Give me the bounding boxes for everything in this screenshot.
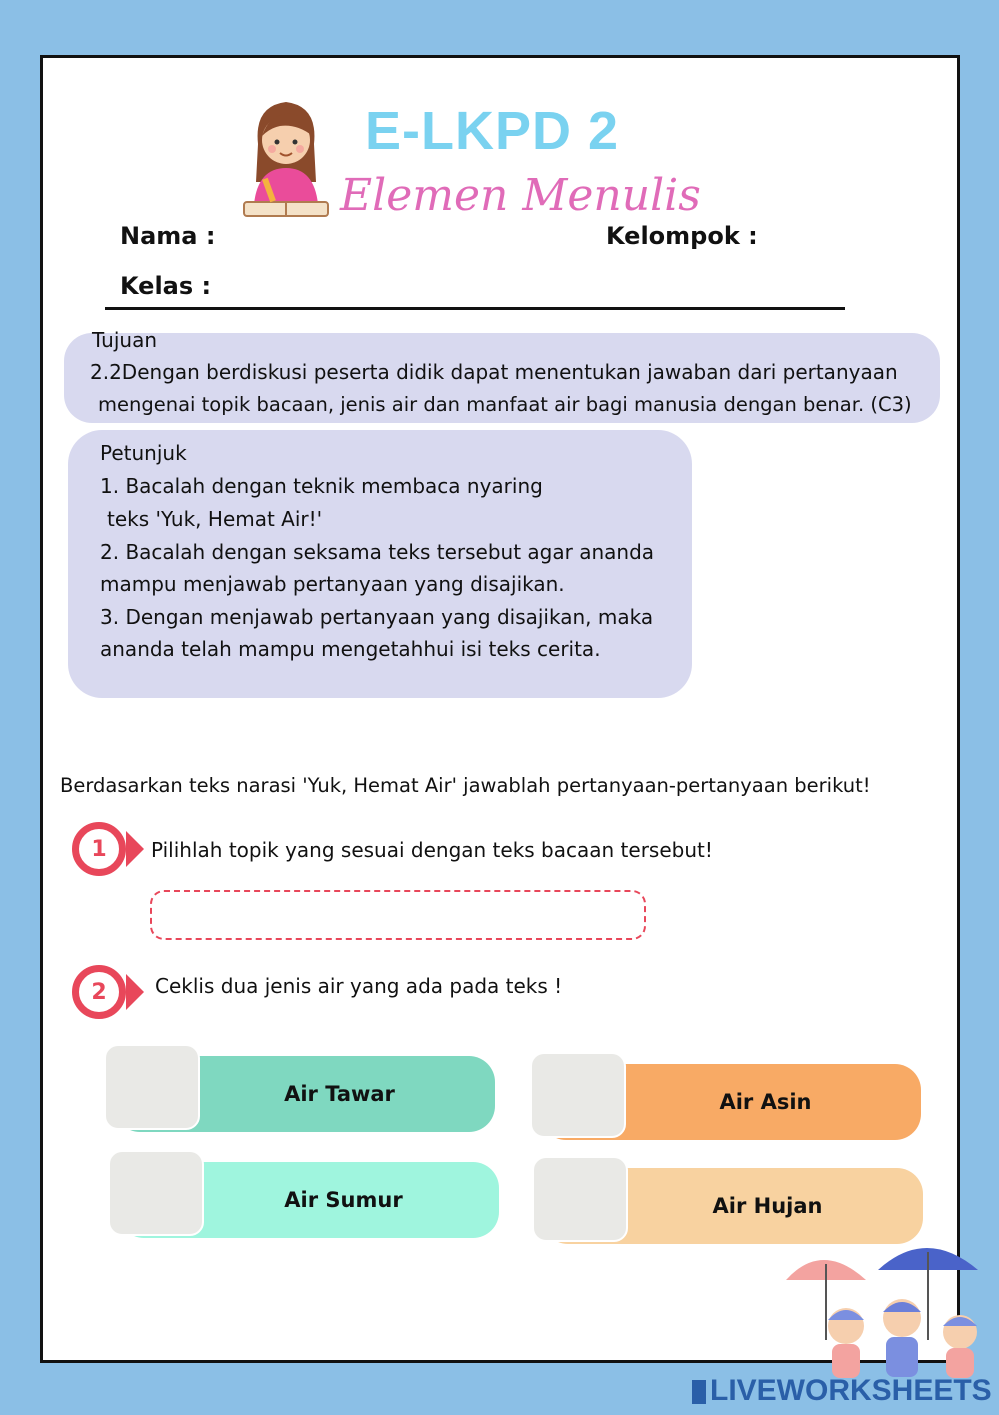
option-label: Air Sumur <box>284 1188 403 1212</box>
page-subtitle: Elemen Menulis <box>340 170 701 221</box>
nama-label: Nama : <box>120 222 216 250</box>
question-1-badge <box>72 822 144 876</box>
question-number: 2 <box>72 965 126 1019</box>
badge-arrow-icon <box>126 831 144 867</box>
question-1-text: Pilihlah topik yang sesuai dengan teks bacaan tersebut! <box>151 838 713 862</box>
option-label: Air Tawar <box>284 1082 395 1106</box>
option-air-asin-checkbox[interactable] <box>530 1052 626 1138</box>
option-label: Air Asin <box>719 1090 812 1114</box>
tujuan-heading: Tujuan <box>92 328 158 352</box>
divider-line <box>105 307 845 310</box>
question-number: 1 <box>72 822 126 876</box>
option-air-tawar-checkbox[interactable] <box>104 1044 200 1130</box>
petunjuk-line: 3. Dengan menjawab pertanyaan yang disajikan, maka <box>100 605 654 629</box>
girl-reading-illustration <box>240 96 332 224</box>
petunjuk-line: ananda telah mampu mengetahhui isi teks cerita. <box>100 637 601 661</box>
kelompok-label: Kelompok : <box>606 222 758 250</box>
tujuan-line-2: mengenai topik bacaan, jenis air dan manfaat air bagi manusia dengan benar. (C3) <box>98 393 912 416</box>
option-label: Air Hujan <box>712 1194 823 1218</box>
badge-arrow-icon <box>126 974 144 1010</box>
petunjuk-line: 2. Bacalah dengan seksama teks tersebut agar ananda <box>100 540 655 564</box>
footer-brand: LIVEWORKSHEETS <box>710 1374 992 1407</box>
petunjuk-heading: Petunjuk <box>100 441 187 465</box>
option-air-sumur-checkbox[interactable] <box>108 1150 204 1236</box>
petunjuk-line: 1. Bacalah dengan teknik membaca nyaring <box>100 474 543 498</box>
kelas-label: Kelas : <box>120 272 212 300</box>
page-title: E-LKPD 2 <box>365 101 620 161</box>
question-2-text: Ceklis dua jenis air yang ada pada teks ! <box>155 974 563 998</box>
petunjuk-line: mampu menjawab pertanyaan yang disajikan. <box>100 572 565 596</box>
kids-umbrellas-illustration <box>782 1240 999 1380</box>
question-1-answer-input[interactable] <box>150 890 646 940</box>
question-2-badge <box>72 965 144 1019</box>
option-air-hujan-checkbox[interactable] <box>532 1156 628 1242</box>
liveworksheets-logo-icon <box>692 1380 706 1404</box>
instruction-text: Berdasarkan teks narasi 'Yuk, Hemat Air' jawablah pertanyaan-pertanyaan berikut! <box>60 774 871 797</box>
tujuan-line-1: 2.2Dengan berdiskusi peserta didik dapat menentukan jawaban dari pertanyaan <box>90 360 898 384</box>
petunjuk-line: teks 'Yuk, Hemat Air!' <box>107 507 323 531</box>
